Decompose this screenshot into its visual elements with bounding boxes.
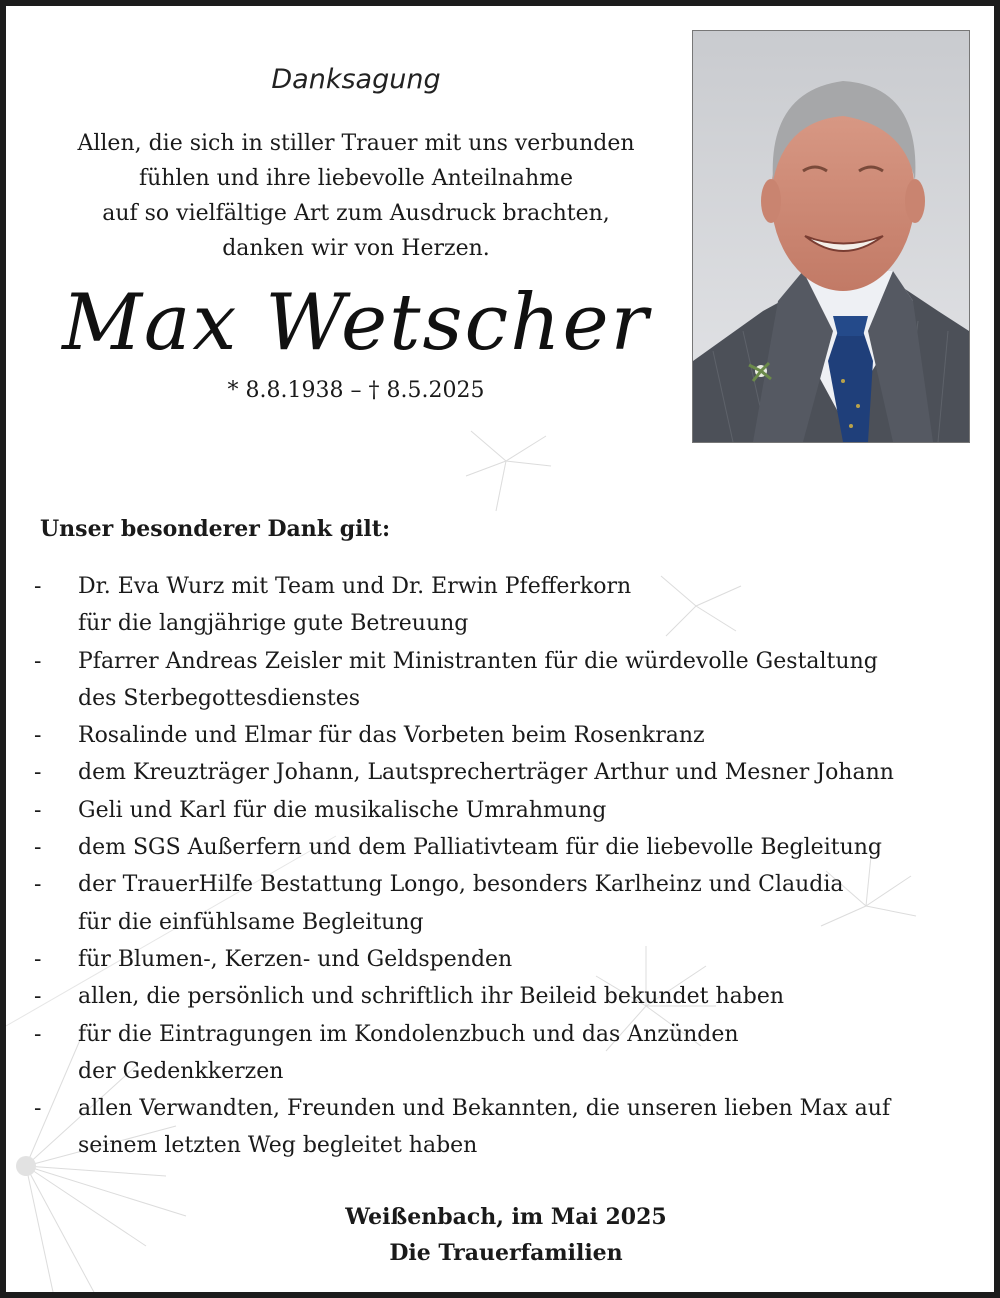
list-item: [34, 866, 984, 941]
heading-danksagung: Danksagung: [271, 64, 441, 95]
list-item-line: seinem letzten Weg begleitet haben: [78, 1133, 478, 1159]
list-item: [34, 941, 984, 978]
thanks-list: [34, 568, 984, 1165]
deceased-name: Max Wetscher: [62, 278, 650, 368]
list-item: [34, 1090, 984, 1165]
intro-line: fühlen und ihre liebevolle Anteilnahme: [138, 166, 574, 191]
list-item: [34, 1016, 984, 1091]
list-item-line: - allen, die persönlich und schriftlich ihr Beileid bekundet haben: [78, 984, 785, 1010]
list-item: [34, 717, 984, 754]
list-item-line: - allen Verwandten, Freunden und Bekannten, die unseren lieben Max auf: [78, 1096, 891, 1122]
list-item-line: für die einfühlsame Begleitung: [78, 909, 424, 935]
list-item-line: - für Blumen-, Kerzen- und Geldspenden: [78, 946, 513, 972]
list-item-line: des Sterbegottesdienstes: [78, 685, 361, 711]
intro-text: [42, 126, 670, 266]
thanks-title: Unser besonderer Dank gilt:: [40, 516, 391, 542]
intro-line: auf so vielfältige Art zum Ausdruck brachten,: [102, 201, 610, 226]
list-item-line: - dem SGS Außerfern und dem Palliativteam für die liebevolle Begleitung: [78, 835, 882, 861]
list-item-line: für die langjährige gute Betreuung: [78, 611, 469, 637]
list-item-line: - dem Kreuzträger Johann, Lautsprecherträger Arthur und Mesner Johann: [78, 760, 894, 786]
closing-block: [6, 1199, 1000, 1271]
list-item: [34, 568, 984, 643]
list-item-line: - Pfarrer Andreas Zeisler mit Ministranten für die würdevolle Gestaltung: [78, 648, 878, 674]
life-dates: * 8.8.1938 – † 8.5.2025: [227, 378, 485, 403]
list-item-line: - Geli und Karl für die musikalische Umrahmung: [78, 797, 607, 823]
list-item-line: - Dr. Eva Wurz mit Team und Dr. Erwin Pfefferkorn: [78, 574, 632, 599]
list-item: [34, 978, 984, 1015]
list-item: [34, 792, 984, 829]
list-item-line: - für die Eintragungen im Kondolenzbuch und das Anzünden: [78, 1021, 739, 1047]
list-item-line: der Gedenkkerzen: [78, 1058, 284, 1084]
signature: Die Trauerfamilien: [389, 1240, 623, 1266]
list-item-line: - der TrauerHilfe Bestattung Longo, besonders Karlheinz und Claudia: [78, 872, 844, 898]
list-item-line: - Rosalinde und Elmar für das Vorbeten beim Rosenkranz: [78, 723, 705, 749]
list-item: [34, 643, 984, 718]
intro-line: danken wir von Herzen.: [222, 236, 490, 261]
place-date: Weißenbach, im Mai 2025: [345, 1204, 667, 1230]
portrait-photo: [692, 30, 970, 443]
list-item: [34, 829, 984, 866]
list-item: [34, 754, 984, 791]
intro-line: Allen, die sich in stiller Trauer mit uns verbunden: [77, 131, 635, 156]
